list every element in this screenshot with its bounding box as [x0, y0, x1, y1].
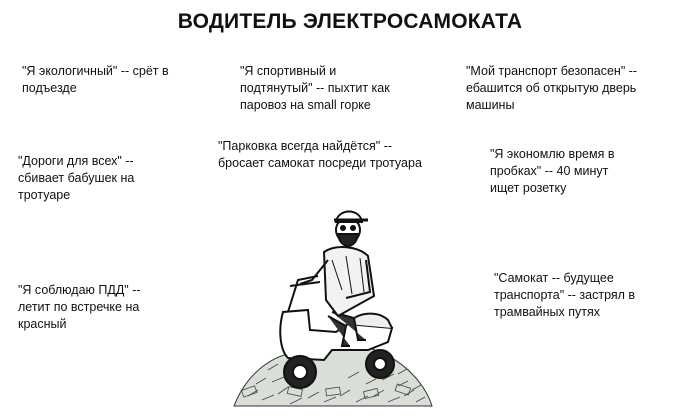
quote-future: "Самокат -- будущее транспорта" -- застрял в трамвайных путях: [494, 271, 636, 319]
quote-traffic-rules: "Я соблюдаю ПДД" -- летит по встречке на красный: [18, 283, 141, 331]
quote-time: "Я экономлю время в пробках" -- 40 минут ищет розетку: [490, 147, 615, 195]
quote-safe: "Мой транспорт безопасен" -- ебашится об открытую дверь машины: [466, 64, 638, 112]
scooter-rider-illustration: [228, 200, 436, 414]
quote-roads: "Дороги для всех" -- сбивает бабушек на тротуаре: [18, 154, 135, 202]
page-title: ВОДИТЕЛЬ ЭЛЕКТРОСАМОКАТА: [177, 10, 523, 33]
quote-eco: "Я экологичный" -- срёт в подъезде: [22, 64, 169, 95]
money-pile: [234, 344, 432, 406]
quote-parking: "Парковка всегда найдётся" -- бросает самокат посреди тротуара: [218, 139, 422, 170]
quote-sporty: "Я спортивный и подтянутый" -- пыхтит как паровоз на small горке: [240, 64, 390, 112]
